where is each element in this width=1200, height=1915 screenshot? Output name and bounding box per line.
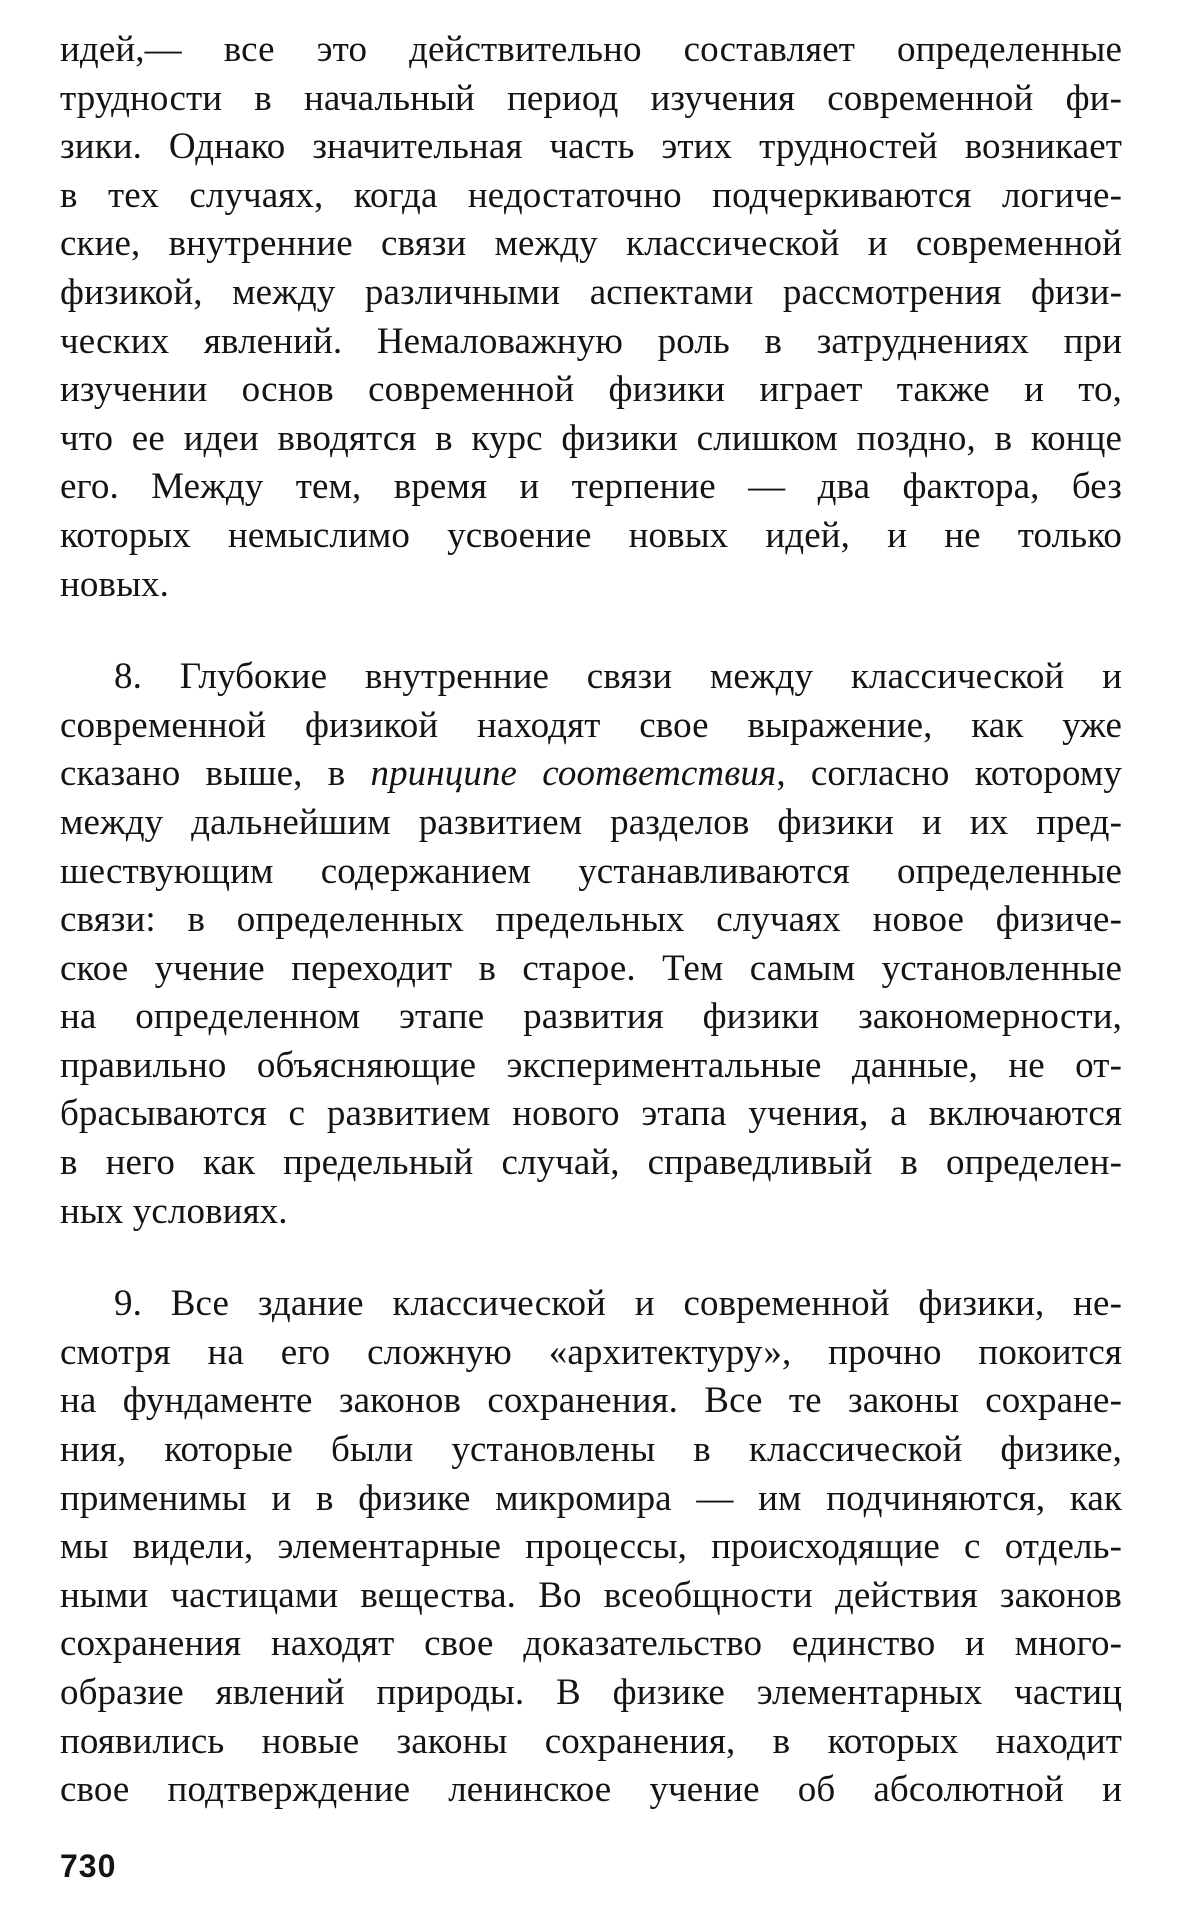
text-line: в тех случаях, когда недостаточно подчеркиваются логиче- — [60, 174, 1122, 216]
text-line: на определенном этапе развития физики закономерности, — [60, 996, 1122, 1038]
text-line: шествующим содержанием устанавливаются определенные — [60, 850, 1122, 892]
text-line: смотря на его сложную «архитектуру», прочно покоится — [60, 1331, 1122, 1373]
text-line: связи: в определенных предельных случаях новое физиче- — [60, 899, 1122, 941]
text-line: 9. Все здание классической и современной физики, не- — [114, 1283, 1122, 1325]
emphasis-term: принципе соответствия — [370, 753, 777, 795]
text-line: правильно объясняющие экспериментальные данные, не от- — [60, 1044, 1122, 1086]
text-line: изучении основ современной физики играет также и то, — [60, 369, 1122, 411]
text-line: его. Между тем, время и терпение — два фактора, без — [60, 466, 1122, 508]
paragraph-continuation — [60, 26, 1122, 609]
page-body — [60, 26, 1122, 1815]
text-line: между дальнейшим развитием разделов физики и их пред- — [60, 801, 1122, 843]
text-line: свое подтверждение ленинское учение об абсолютной и — [60, 1769, 1122, 1811]
paragraph-9 — [60, 1280, 1122, 1815]
text-line: ские, внутренние связи между классической и современной — [60, 223, 1122, 265]
text-line: новых. — [60, 563, 169, 605]
text-line: зики. Однако значительная часть этих трудностей возникает — [60, 126, 1122, 168]
text-line: ными частицами вещества. Во всеобщности действия законов — [60, 1574, 1122, 1616]
page-number: 730 — [60, 1848, 117, 1884]
text-line: физикой, между различными аспектами рассмотрения физи- — [60, 271, 1122, 313]
text-line — [60, 750, 1122, 799]
text-segment: , согласно которому — [776, 753, 1122, 795]
text-segment: сказано выше, в — [60, 753, 371, 795]
text-line: 8. Глубокие внутренние связи между классической и — [114, 656, 1122, 698]
text-line: трудности в начальный период изучения современной фи- — [60, 77, 1122, 119]
text-line: ческих явлений. Немаловажную роль в затруднениях при — [60, 320, 1122, 362]
text-line: появились новые законы сохранения, в которых находит — [60, 1720, 1122, 1762]
text-line: что ее идеи вводятся в курс физики слишком поздно, в конце — [60, 417, 1122, 459]
text-line: современной физикой находят свое выражение, как уже — [60, 704, 1122, 746]
text-line: применимы и в физике микромира — им подчиняются, как — [60, 1477, 1122, 1519]
text-line: брасываются с развитием нового этапа учения, а включаются — [60, 1093, 1122, 1135]
text-line: на фундаменте законов сохранения. Все те законы сохране- — [60, 1380, 1122, 1422]
text-line: образие явлений природы. В физике элементарных частиц — [60, 1672, 1122, 1713]
text-line: сохранения находят свое доказательство единство и много- — [60, 1623, 1122, 1665]
text-line: идей,— все это действительно составляет определенные — [60, 29, 1122, 70]
text-line: ния, которые были установлены в классической физике, — [60, 1429, 1122, 1471]
text-line: мы видели, элементарные процессы, происходящие с отдель- — [60, 1526, 1122, 1568]
text-line: ское учение переходит в старое. Тем самым установленные — [60, 947, 1122, 989]
text-line: ных условиях. — [60, 1190, 288, 1232]
text-line: в него как предельный случай, справедливый в определен- — [60, 1142, 1122, 1184]
text-line: которых немыслимо усвоение новых идей, и не только — [60, 514, 1122, 556]
paragraph-8 — [60, 653, 1122, 1236]
